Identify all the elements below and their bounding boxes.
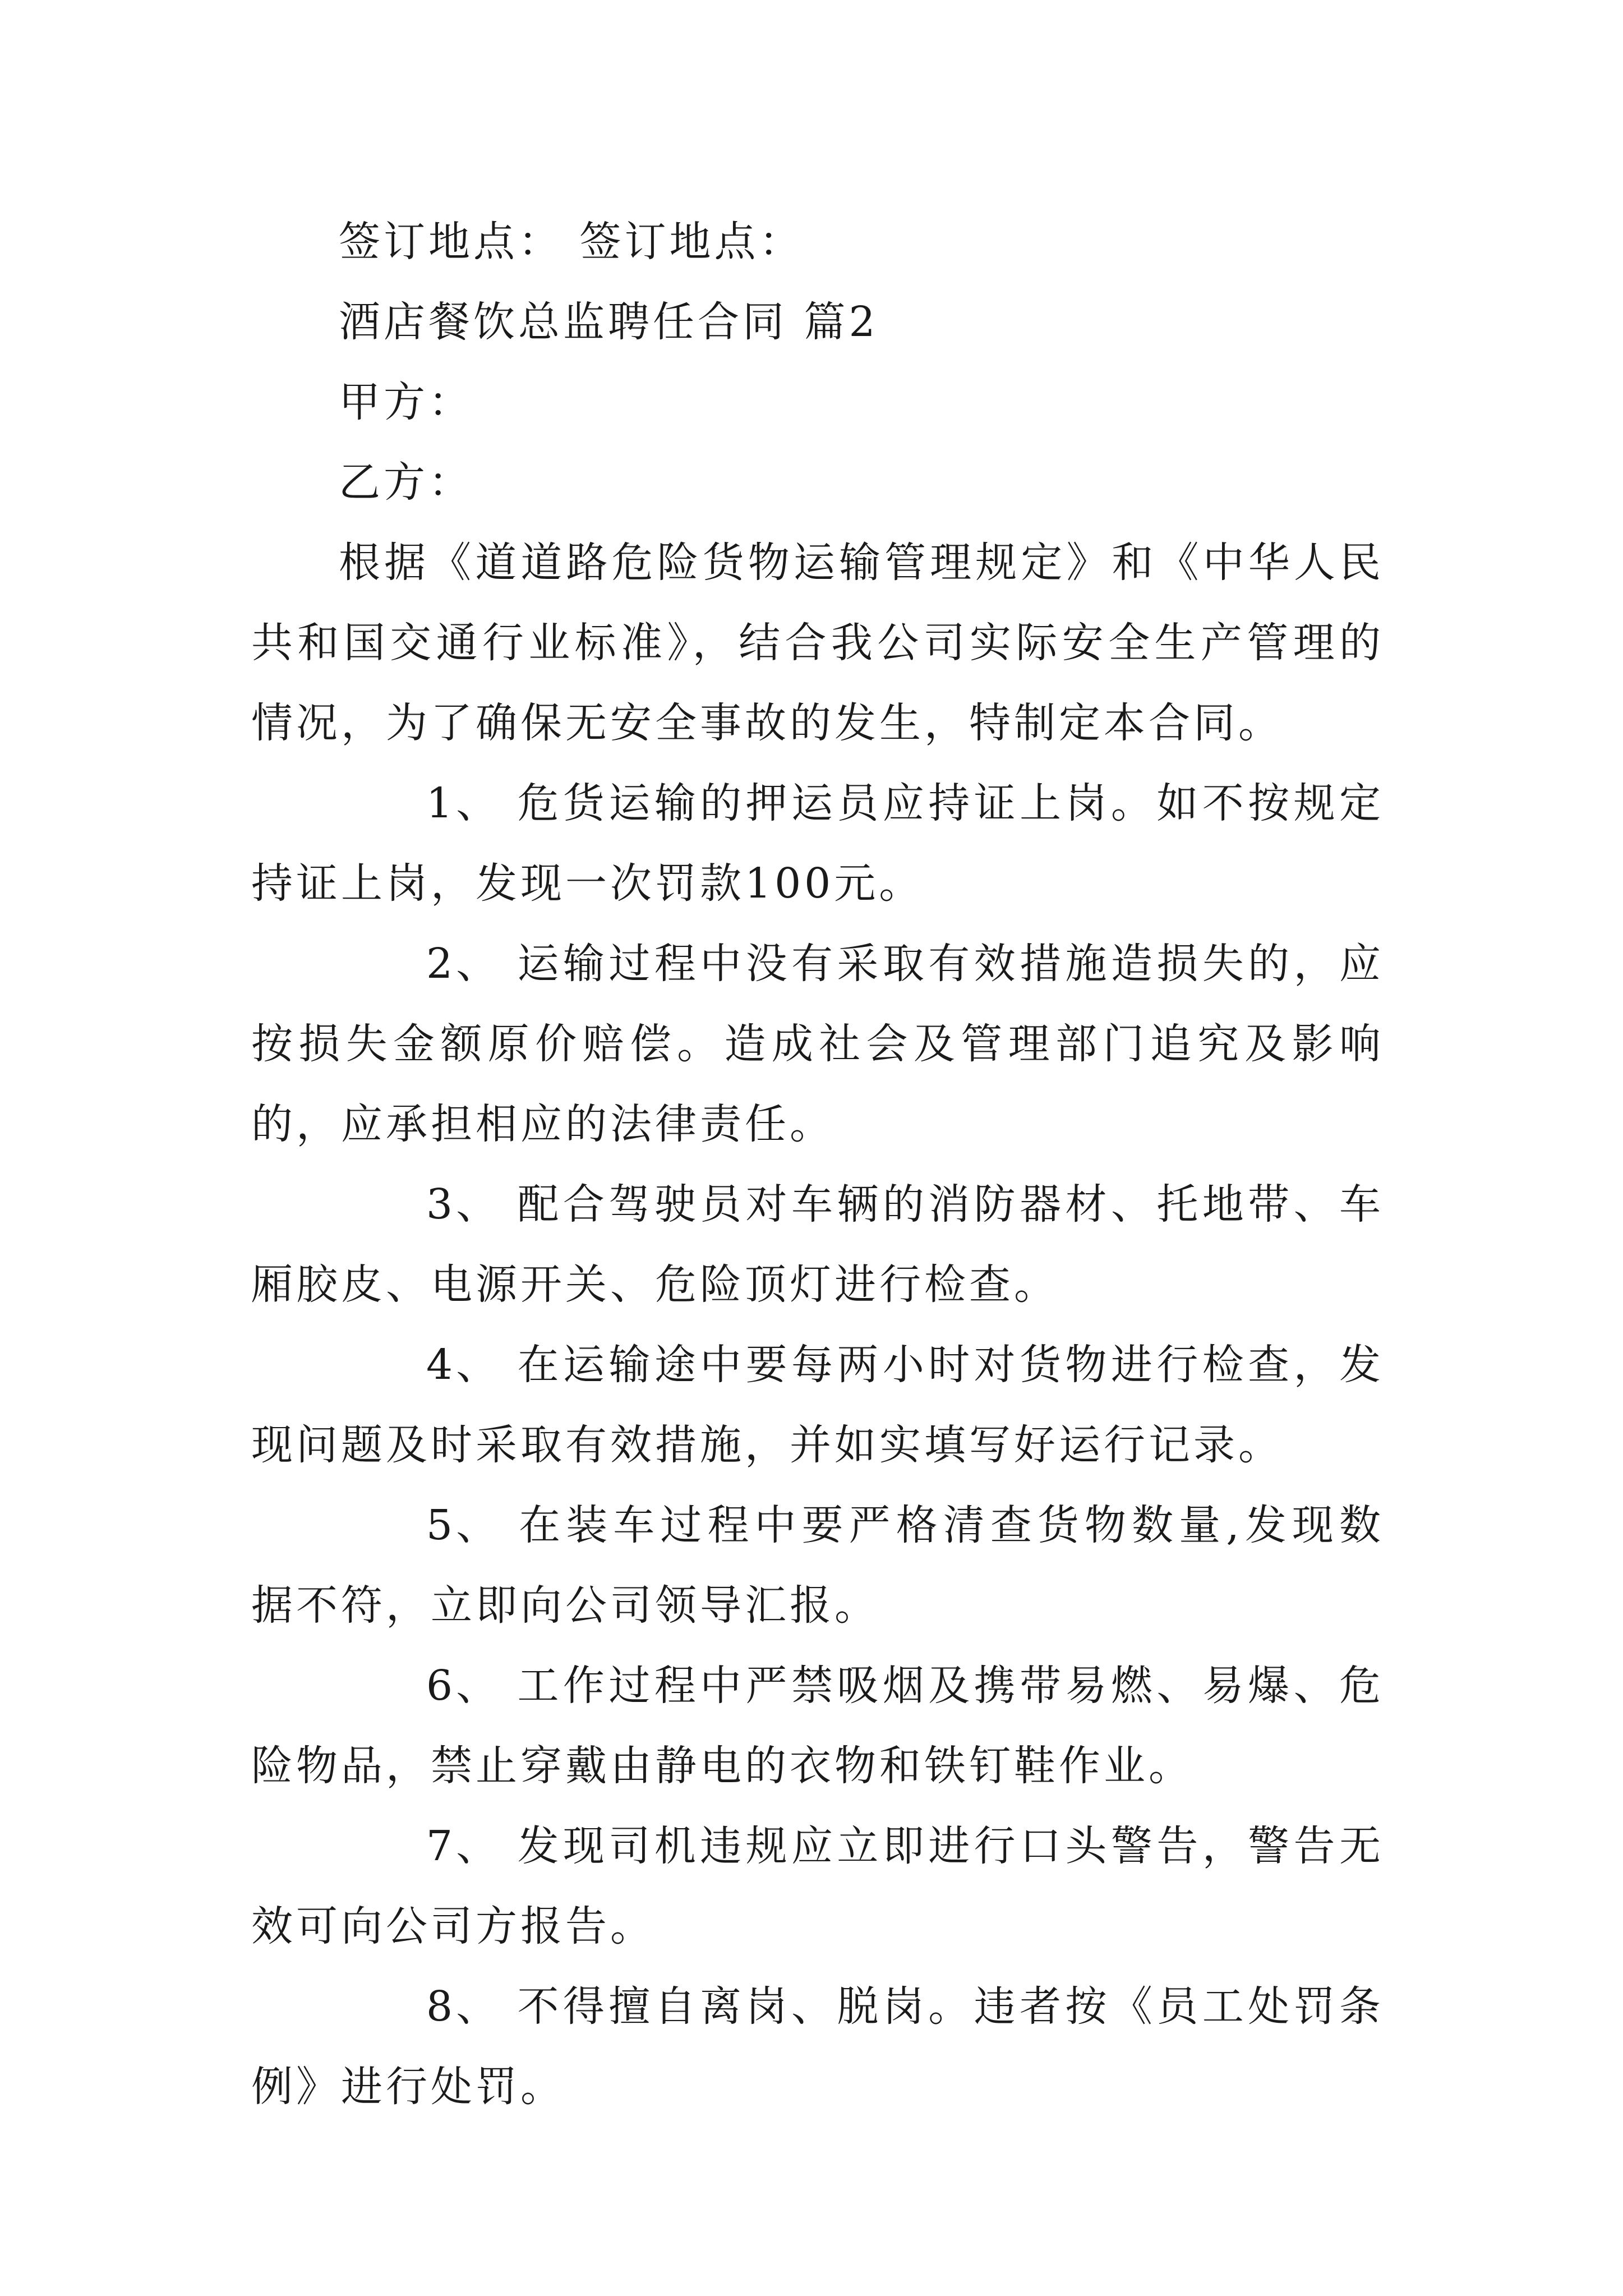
clause-text: 工作过程中严禁吸烟及携带易燃、易爆、危险物品，禁止穿戴由静电的衣物和铁钉鞋作业。 — [251, 1662, 1384, 1790]
clause-number: 7、 — [426, 1822, 501, 1870]
intro-paragraph: 根据《道道路危险货物运输管理规定》和《中华人民共和国交通行业标准》，结合我公司实际安全生产管理的情况，为了确保无安全事故的发生，特制定本合同。 — [251, 539, 1384, 747]
party-b-line: 乙方： — [339, 458, 473, 507]
clause-1 — [251, 763, 1384, 924]
clause-number: 5、 — [426, 1501, 501, 1549]
clause-5 — [251, 1485, 1384, 1646]
clause-number: 3、 — [426, 1180, 501, 1228]
clause-text: 在装车过程中要严格清查货物数量,发现数据不符，立即向公司领导汇报。 — [251, 1501, 1384, 1630]
clause-number: 1、 — [426, 779, 501, 827]
clause-7 — [251, 1806, 1384, 1967]
clause-text: 运输过程中没有采取有效措施造损失的，应按损失金额原价赔偿。造成社会及管理部门追究及影响的，应承担相应的法律责任。 — [251, 940, 1384, 1148]
clause-text: 配合驾驶员对车辆的消防器材、托地带、车厢胶皮、电源开关、危险顶灯进行检查。 — [251, 1180, 1384, 1309]
clause-number: 8、 — [426, 1982, 501, 2031]
clause-4 — [251, 1325, 1384, 1485]
clause-text: 不得擅自离岗、脱岗。违者按《员工处罚条例》进行处罚。 — [251, 1982, 1384, 2111]
clause-number: 4、 — [426, 1341, 501, 1389]
document-body — [251, 202, 1384, 2127]
clause-text: 发现司机违规应立即进行口头警告，警告无效可向公司方报告。 — [251, 1822, 1384, 1950]
party-a-line: 甲方： — [339, 378, 473, 426]
clause-text: 危货运输的押运员应持证上岗。如不按规定持证上岗，发现一次罚款100元。 — [251, 779, 1384, 908]
clause-3 — [251, 1165, 1384, 1325]
clause-2 — [251, 924, 1384, 1165]
clause-6 — [251, 1646, 1384, 1806]
signing-location-line: 签订地点： 签订地点： — [339, 218, 804, 266]
clause-number: 6、 — [426, 1662, 501, 1710]
contract-title: 酒店餐饮总监聘任合同 篇2 — [339, 298, 879, 346]
clause-number: 2、 — [426, 940, 501, 988]
clause-8 — [251, 1967, 1384, 2127]
clause-text: 在运输途中要每两小时对货物进行检查，发现问题及时采取有效措施，并如实填写好运行记录。 — [251, 1341, 1384, 1469]
